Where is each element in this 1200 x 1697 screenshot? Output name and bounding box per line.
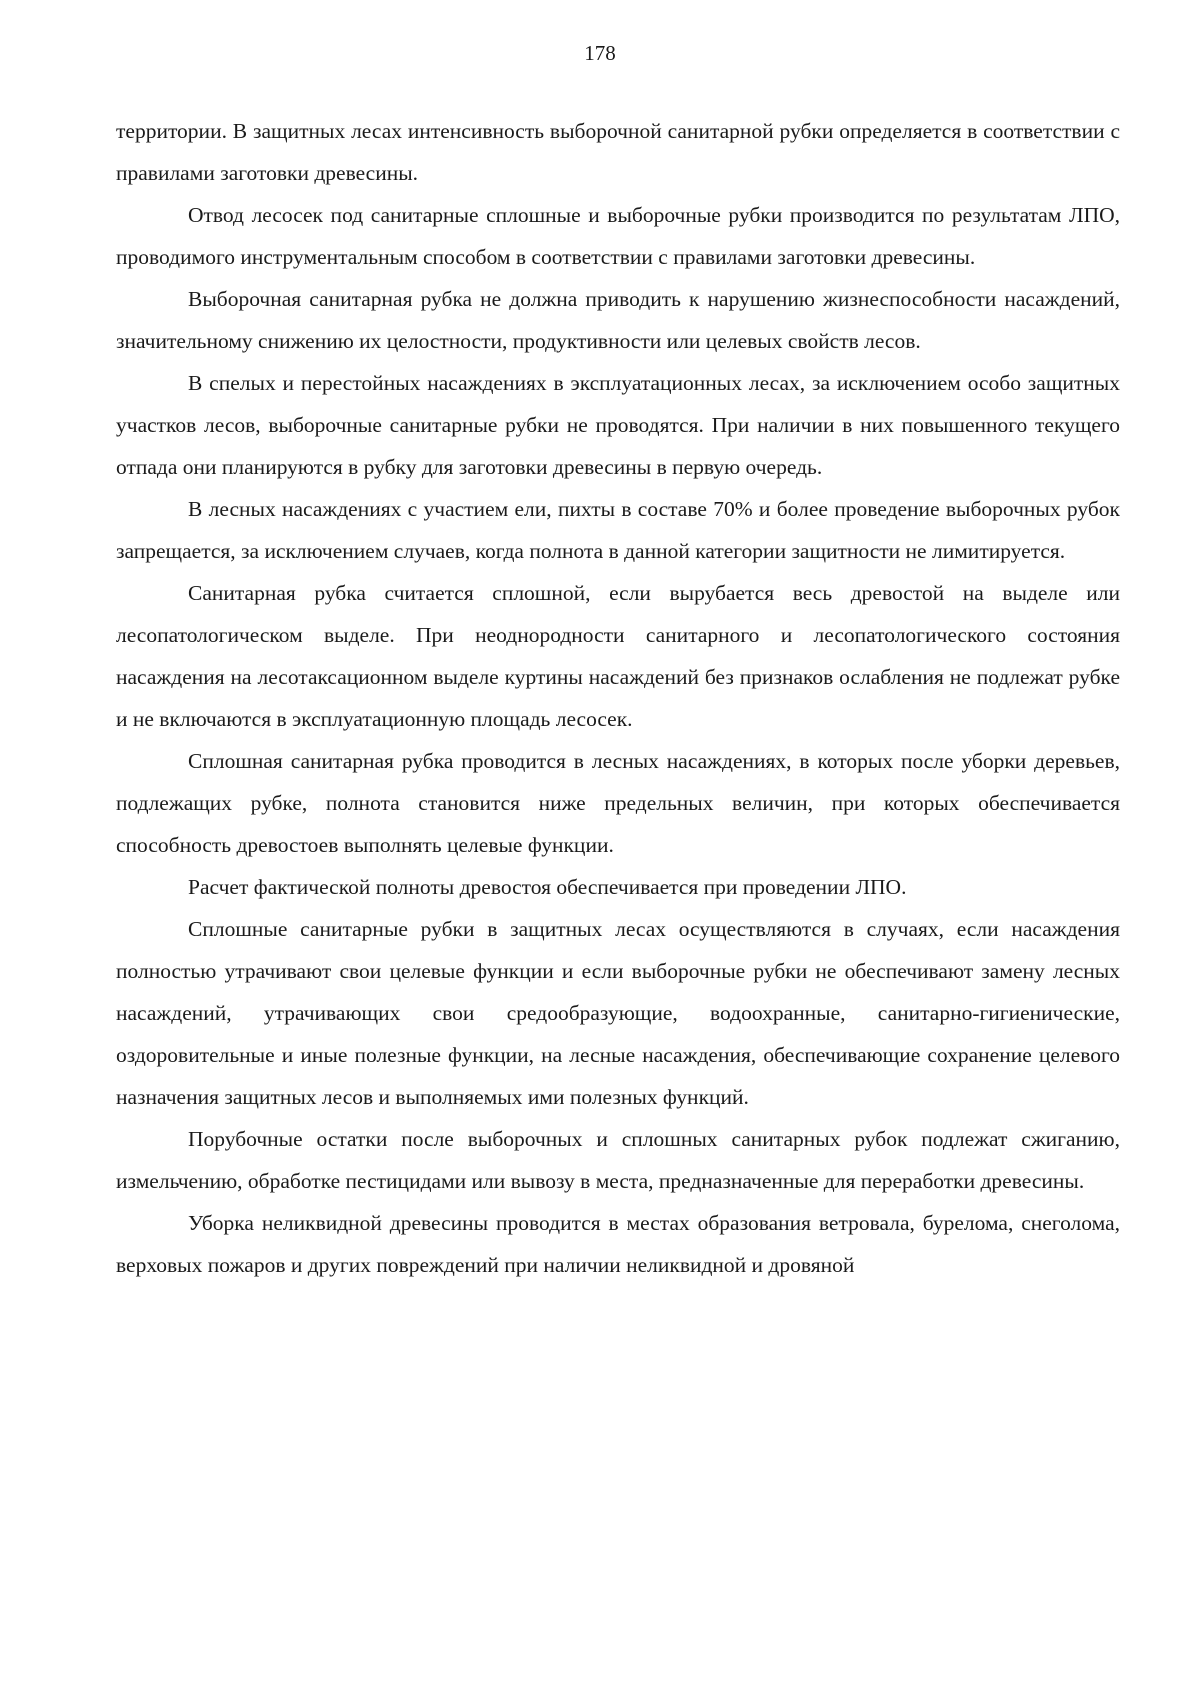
paragraph: В лесных насаждениях с участием ели, пихты в составе 70% и более проведение выборочных рубок запрещается, за исключением случаев, когда полнота в данной категории защитности не лимитируется. bbox=[116, 497, 1120, 563]
paragraph: Выборочная санитарная рубка не должна приводить к нарушению жизнеспособности насаждений, значительному снижению их целостности, продуктивности или целевых свойств лесов. bbox=[116, 287, 1120, 353]
paragraph: Порубочные остатки после выборочных и сплошных санитарных рубок подлежат сжиганию, измельчению, обработке пестицидами или вывозу в места, предназначенные для переработки древесины. bbox=[116, 1127, 1120, 1193]
paragraph: В спелых и перестойных насаждениях в эксплуатационных лесах, за исключением особо защитных участков лесов, выборочные санитарные рубки не проводятся. При наличии в них повышенного текущего отпада они планируются в рубку для заготовки древесины в первую очередь. bbox=[116, 371, 1120, 479]
paragraph: Уборка неликвидной древесины проводится в местах образования ветровала, бурелома, снеголома, верховых пожаров и других повреждений при наличии неликвидной и дровяной bbox=[116, 1211, 1120, 1277]
page-number: 178 bbox=[584, 41, 616, 65]
paragraph: Расчет фактической полноты древостоя обеспечивается при проведении ЛПО. bbox=[188, 875, 907, 899]
document-body bbox=[116, 110, 1120, 1286]
paragraph: Санитарная рубка считается сплошной, если вырубается весь древостой на выделе или лесопатологическом выделе. При неоднородности санитарного и лесопатологического состояния насаждения на лесотаксационном выделе куртины насаждений без признаков ослабления не подлежат рубке и не включаются в эксплуатационную площадь лесосек. bbox=[116, 581, 1120, 731]
paragraph: Сплошные санитарные рубки в защитных лесах осуществляются в случаях, если насаждения полностью утрачивают свои целевые функции и если выборочные рубки не обеспечивают замену лесных насаждений, утрачивающих свои средообразующие, водоохранные, санитарно-гигиенические, оздоровительные и иные полезные функции, на лесные насаждения, обеспечивающие сохранение целевого назначения защитных лесов и выполняемых ими полезных функций. bbox=[116, 917, 1120, 1109]
paragraph: Отвод лесосек под санитарные сплошные и выборочные рубки производится по результатам ЛПО, проводимого инструментальным способом в соответствии с правилами заготовки древесины. bbox=[116, 203, 1120, 269]
paragraph-continuation: территории. В защитных лесах интенсивность выборочной санитарной рубки определяется в соответствии с правилами заготовки древесины. bbox=[116, 119, 1120, 185]
paragraph: Сплошная санитарная рубка проводится в лесных насаждениях, в которых после уборки деревьев, подлежащих рубке, полнота становится ниже предельных величин, при которых обеспечивается способность древостоев выполнять целевые функции. bbox=[116, 749, 1120, 857]
